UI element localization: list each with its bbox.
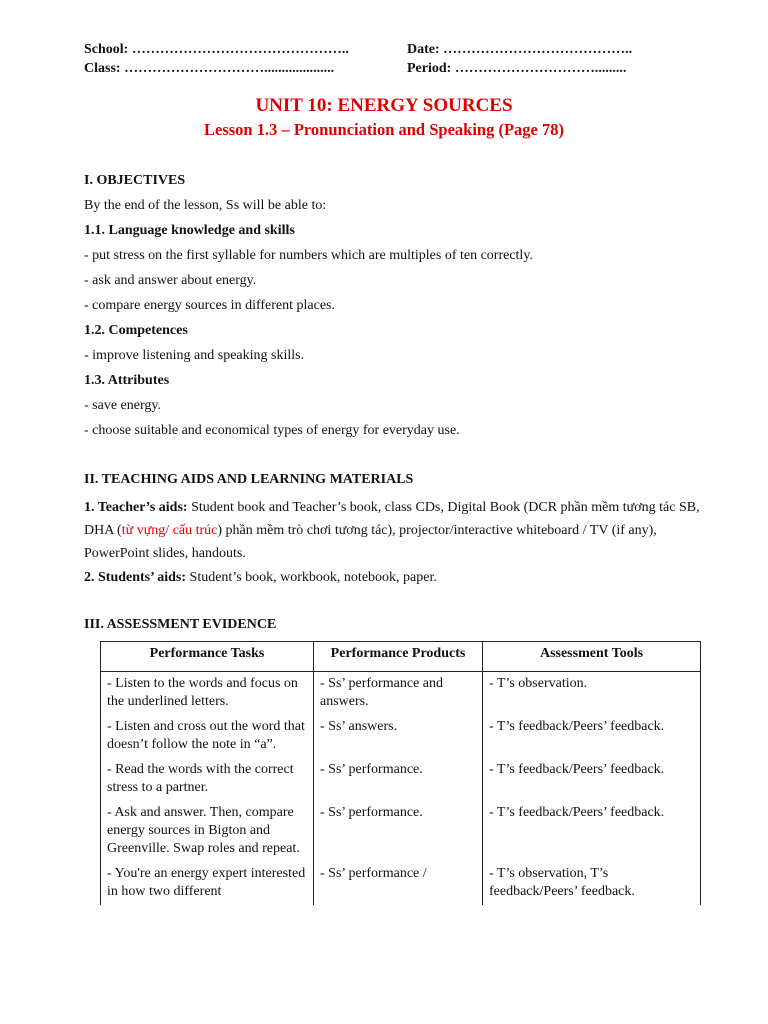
class-value: …………………………....................	[124, 61, 335, 76]
table-cell: - Ss’ performance and answers.	[314, 672, 483, 716]
column-header: Performance Products	[314, 642, 483, 672]
teacher-aids	[84, 496, 714, 565]
table-cell: - T’s feedback/Peers’ feedback.	[483, 801, 701, 862]
teacher-aids-text-cont: ) phần mềm trò chơi tương tác), projector/interactive whiteboard / TV (if any), PowerPoint slides, handouts.	[84, 523, 657, 561]
attributes-heading: 1.3. Attributes	[84, 373, 170, 388]
objectives-heading: I. OBJECTIVES	[84, 173, 186, 188]
table-row	[101, 801, 701, 862]
unit-title: UNIT 10: ENERGY SOURCES	[255, 95, 513, 116]
table-cell: - Ss’ performance /	[314, 862, 483, 905]
column-header: Assessment Tools	[483, 642, 701, 672]
document-body	[84, 170, 714, 635]
table-cell: - Ss’ answers.	[314, 715, 483, 758]
school-line	[84, 42, 349, 58]
date-label: Date:	[407, 42, 440, 57]
period-value: ………………………….........	[454, 61, 627, 76]
assessment-table	[100, 641, 701, 905]
period-line	[407, 61, 626, 77]
aids-heading: II. TEACHING AIDS AND LEARNING MATERIALS	[84, 472, 414, 487]
column-header: Performance Tasks	[101, 642, 314, 672]
objectives-intro: By the end of the lesson, Ss will be able to:	[84, 198, 327, 213]
class-label: Class:	[84, 61, 121, 76]
table-cell: - Listen and cross out the word that doesn’t follow the note in “a”.	[101, 715, 314, 758]
teacher-aids-highlight: từ vựng/ cấu trúc	[121, 523, 218, 538]
table-cell: - T’s feedback/Peers’ feedback.	[483, 758, 701, 801]
teacher-aids-label: 1. Teacher’s aids:	[84, 500, 188, 515]
table-header-row	[101, 642, 701, 672]
table-row	[101, 862, 701, 905]
knowledge-item: - compare energy sources in different places.	[84, 298, 335, 313]
students-aids	[84, 567, 714, 588]
knowledge-item: - put stress on the first syllable for numbers which are multiples of ten correctly.	[84, 248, 533, 263]
assessment-heading: III. ASSESSMENT EVIDENCE	[84, 617, 277, 632]
table-cell: - Ask and answer. Then, compare energy sources in Bigton and Greenville. Swap roles and repeat.	[101, 801, 314, 862]
table-cell: - You're an energy expert interested in how two different	[101, 862, 314, 905]
students-aids-label: 2. Students’ aids:	[84, 570, 187, 585]
teacher-aids-text: Student book and Teacher’s book, class CDs, Digital Book (DCR phần mềm tương tác SB, DHA (	[84, 500, 700, 538]
table-cell: - Read the words with the correct stress to a partner.	[101, 758, 314, 801]
attributes-item: - choose suitable and economical types of energy for everyday use.	[84, 423, 460, 438]
period-label: Period:	[407, 61, 452, 76]
date-line	[407, 42, 632, 58]
table-row	[101, 758, 701, 801]
students-aids-text: Student’s book, workbook, notebook, paper.	[186, 570, 437, 585]
competences-item: - improve listening and speaking skills.	[84, 348, 305, 363]
class-line	[84, 61, 334, 77]
table-row	[101, 672, 701, 716]
school-label: School:	[84, 42, 129, 57]
table-cell: - Ss’ performance.	[314, 758, 483, 801]
knowledge-heading: 1.1. Language knowledge and skills	[84, 223, 295, 238]
table-cell: - T’s feedback/Peers’ feedback.	[483, 715, 701, 758]
table-cell: - Ss’ performance.	[314, 801, 483, 862]
attributes-item: - save energy.	[84, 398, 161, 413]
knowledge-item: - ask and answer about energy.	[84, 273, 257, 288]
table-cell: - T’s observation, T’s feedback/Peers’ feedback.	[483, 862, 701, 905]
table-cell: - Listen to the words and focus on the underlined letters.	[101, 672, 314, 716]
school-value: ………………………………………..	[131, 42, 349, 57]
table-cell: - T’s observation.	[483, 672, 701, 716]
date-value: …………………………………..	[443, 42, 633, 57]
lesson-title: Lesson 1.3 – Pronunciation and Speaking (Page 78)	[203, 120, 564, 139]
table-row	[101, 715, 701, 758]
competences-heading: 1.2. Competences	[84, 323, 188, 338]
